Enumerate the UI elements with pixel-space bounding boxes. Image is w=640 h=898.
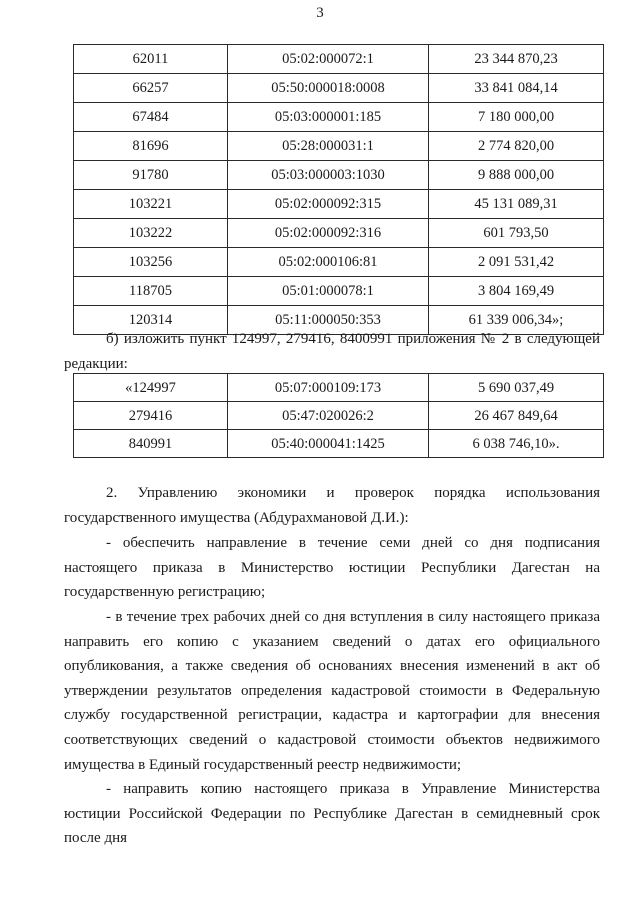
object-number-cell: 840991 <box>74 430 228 458</box>
object-number-cell: 279416 <box>74 402 228 430</box>
table-row <box>74 190 604 219</box>
cadastral-number-cell: 05:02:000106:81 <box>228 248 429 277</box>
table-row <box>74 248 604 277</box>
cadastral-number-cell: 05:02:000092:316 <box>228 219 429 248</box>
cadastral-number-cell: 05:02:000072:1 <box>228 45 429 74</box>
table-row <box>74 103 604 132</box>
table-row <box>74 219 604 248</box>
cadastral-value-cell: 26 467 849,64 <box>429 402 604 430</box>
cadastral-value-cell: 23 344 870,23 <box>429 45 604 74</box>
bullet-copy-rosreestr: - в течение трех рабочих дней со дня вступления в силу настоящего приказа направить его копию с указанием сведений о датах его официального опубликования, а также сведения об основаниях внесения изменений в акт об утверждении результатов определения кадастровой стоимости в Федеральную службу государственной регистрации, кадастра и картографии для внесения соответствующих сведений о кадастровой стоимости объектов недвижимого имущества в Единый государственный реестр недвижимости; <box>64 609 600 773</box>
table-row <box>74 374 604 402</box>
object-number-cell: 91780 <box>74 161 228 190</box>
table-row <box>74 45 604 74</box>
object-number-cell: 103256 <box>74 248 228 277</box>
cadastral-value-cell: 6 038 746,10». <box>429 430 604 458</box>
cadastral-value-cell: 45 131 089,31 <box>429 190 604 219</box>
section-2-paragraph: 2. Управлению экономики и проверок порядка использования государственного имущества (Абдурахмановой Д.И.): <box>64 485 600 526</box>
cadastral-number-cell: 05:02:000092:315 <box>228 190 429 219</box>
table-row <box>74 132 604 161</box>
cadastral-number-cell: 05:01:000078:1 <box>228 277 429 306</box>
cadastral-value-cell: 3 804 169,49 <box>429 277 604 306</box>
cadastral-table-body <box>74 45 604 335</box>
object-number-cell: 67484 <box>74 103 228 132</box>
bullet-registration: - обеспечить направление в течение семи дней со дня подписания настоящего приказа в Министерство юстиции Республики Дагестан на государственную регистрацию; <box>64 535 600 601</box>
cadastral-number-cell: 05:47:020026:2 <box>228 402 429 430</box>
object-number-cell: 81696 <box>74 132 228 161</box>
cadastral-value-cell: 61 339 006,34»; <box>429 306 604 335</box>
object-number-cell: 66257 <box>74 74 228 103</box>
object-number-cell: 103222 <box>74 219 228 248</box>
cadastral-value-table <box>73 44 604 335</box>
object-number-cell: 120314 <box>74 306 228 335</box>
cadastral-number-cell: 05:40:000041:1425 <box>228 430 429 458</box>
appendix-2-table <box>73 373 604 458</box>
object-number-cell: 103221 <box>74 190 228 219</box>
table-row <box>74 161 604 190</box>
cadastral-number-cell: 05:28:000031:1 <box>228 132 429 161</box>
object-number-cell: 62011 <box>74 45 228 74</box>
cadastral-number-cell: 05:03:000003:1030 <box>228 161 429 190</box>
cadastral-number-cell: 05:07:000109:173 <box>228 374 429 402</box>
object-number-cell: 118705 <box>74 277 228 306</box>
cadastral-value-cell: 5 690 037,49 <box>429 374 604 402</box>
page-number: 3 <box>316 5 324 21</box>
table-row <box>74 430 604 458</box>
table-row <box>74 402 604 430</box>
appendix-table-body <box>74 374 604 458</box>
cadastral-value-cell: 33 841 084,14 <box>429 74 604 103</box>
bullet-copy-ministry: - направить копию настоящего приказа в Управление Министерства юстиции Российской Федерации по Республике Дагестан в семидневный срок после дня <box>64 781 600 847</box>
object-number-cell: «124997 <box>74 374 228 402</box>
cadastral-number-cell: 05:50:000018:0008 <box>228 74 429 103</box>
cadastral-value-cell: 601 793,50 <box>429 219 604 248</box>
cadastral-value-cell: 2 091 531,42 <box>429 248 604 277</box>
cadastral-value-cell: 2 774 820,00 <box>429 132 604 161</box>
item-b-paragraph: б) изложить пункт 124997, 279416, 8400991 приложения № 2 в следующей редакции: <box>64 331 600 372</box>
cadastral-number-cell: 05:11:000050:353 <box>228 306 429 335</box>
table-row <box>74 277 604 306</box>
cadastral-number-cell: 05:03:000001:185 <box>228 103 429 132</box>
cadastral-value-cell: 9 888 000,00 <box>429 161 604 190</box>
cadastral-value-cell: 7 180 000,00 <box>429 103 604 132</box>
table-row <box>74 74 604 103</box>
